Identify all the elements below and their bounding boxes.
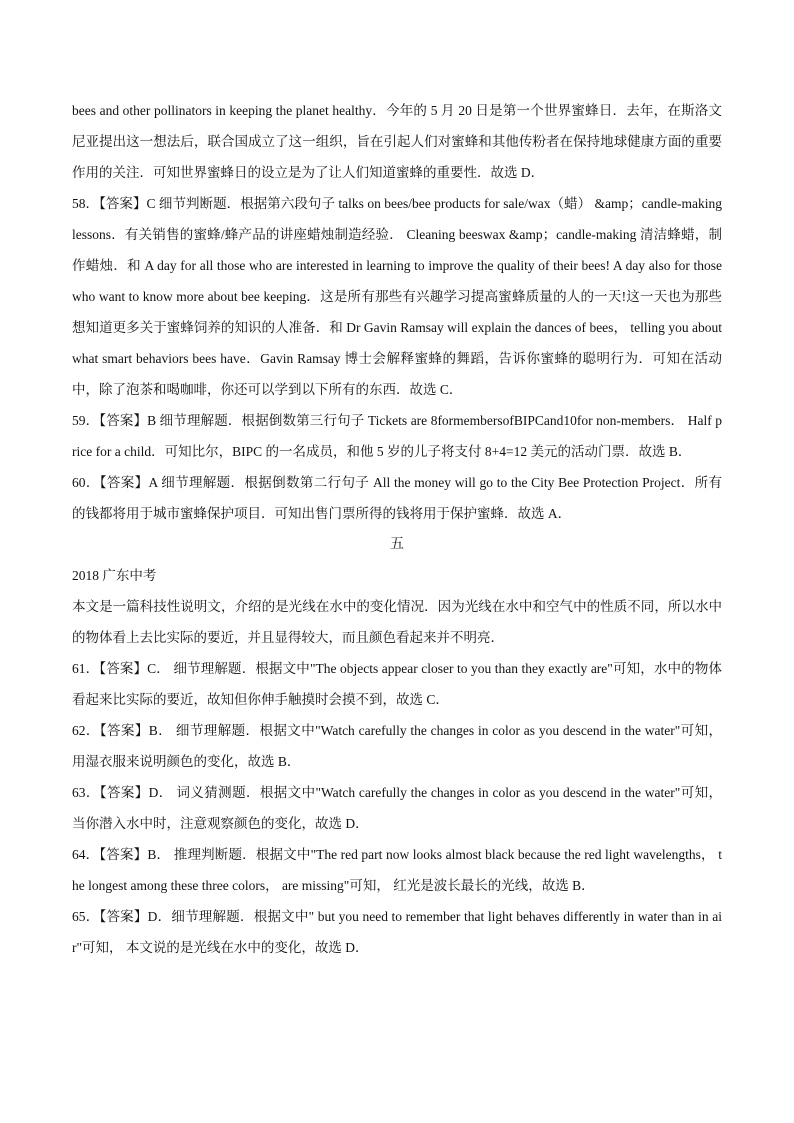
paragraph-continued: bees and other pollinators in keeping the planet healthy．今年的 5 月 20 日是第一个世界蜜蜂日．去年，在斯洛文尼亚提出这一想法后，联合国成立了这一组织，旨在引起人们对蜜蜂和其他传粉者在保持地球健康方面的重要作用的关注．可知世界蜜蜂日的设立是为了让人们知道蜜蜂的重要性．故选 D． (72, 103, 722, 180)
document-page (72, 95, 722, 963)
source-label: 2018 广东中考 (72, 568, 157, 583)
answer-63: 63．【答案】D． 词义猜测题．根据文中"Watch carefully the changes in color as you descend in the water"可知，当你潜入水中时，注意观察颜色的变化，故选 D． (72, 785, 722, 831)
section-title: 五 (390, 537, 404, 552)
answer-62: 62．【答案】B． 细节理解题．根据文中"Watch carefully the changes in color as you descend in the water"可知， 用湿衣服来说明颜色的变化，故选 B． (72, 723, 722, 769)
answer-61: 61．【答案】C． 细节理解题．根据文中"The objects appear closer to you than they exactly are"可知，水中的物体看起来比实际的要近，故知但你伸手触摸时会摸不到，故选 C． (72, 661, 722, 707)
answer-60: 60．【答案】A 细节理解题．根据倒数第二行句子 All the money will go to the City Bee Protection Project．所有的钱都将用于城市蜜蜂保护项目．可知出售门票所得的钱将用于保护蜜蜂．故选 A． (72, 475, 722, 521)
answer-64: 64．【答案】B． 推理判断题．根据文中"The red part now looks almost black because the red light wavelengths， the longest among these three colors， are missing"可知， 红光是波长最长的光线，故选 B． (72, 847, 722, 893)
answer-59: 59．【答案】B 细节理解题．根据倒数第三行句子 Tickets are 8formembersofBIPCand10for non-members． Half price for a child．可知比尔，BIPC 的一名成员，和他 5 岁的儿子将支付 8+4=12 美元的活动门票．故选 B． (72, 413, 722, 459)
answer-58: 58．【答案】C 细节判断题．根据第六段句子 talks on bees/bee products for sale/wax（蜡） &amp；candle-making lessons．有关销售的蜜蜂/蜂产品的讲座蜡烛制造经验． Cleaning beeswax &amp；candle-making 清洁蜂蜡，制作蜡烛．和 A day for all those who are interested in learning to improve the quality of their bees! A day also for those who want to know more about bee keeping．这是所有那些有兴趣学习提高蜜蜂质量的人的一天!这一天也为那些想知道更多关于蜜蜂饲养的知识的人准备．和 Dr Gavin Ramsay will explain the dances of bees， telling you about what smart behaviors bees have．Gavin Ramsay 博士会解释蜜蜂的舞蹈，告诉你蜜蜂的聪明行为．可知在活动中，除了泡茶和喝咖啡，你还可以学到以下所有的东西．故选 C． (72, 196, 722, 397)
answer-65: 65．【答案】D．细节理解题．根据文中" but you need to remember that light behaves differently in water than in air"可知， 本文说的是光线在水中的变化，故选 D． (72, 909, 722, 955)
passage-intro: 本文是一篇科技性说明文，介绍的是光线在水中的变化情况．因为光线在水中和空气中的性质不同，所以水中的物体看上去比实际的要近，并且显得较大，而且颜色看起来并不明亮． (72, 599, 722, 645)
